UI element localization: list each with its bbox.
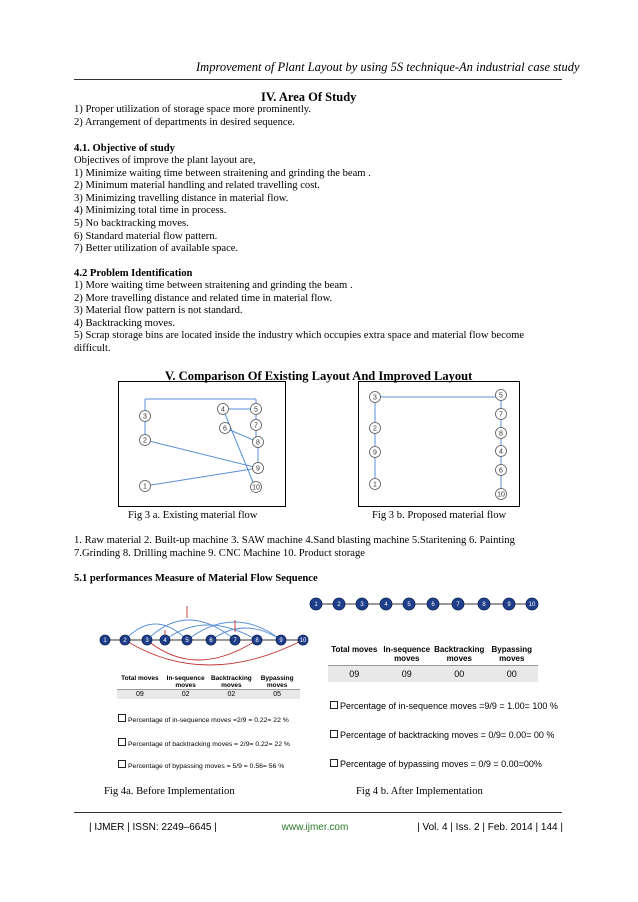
table-header-cell: Total moves bbox=[331, 645, 378, 654]
fig-4b-table bbox=[328, 645, 538, 682]
flow-node-label: 4 bbox=[499, 448, 503, 456]
flow-node-label: 5 bbox=[499, 392, 503, 400]
table-row bbox=[117, 690, 300, 699]
flow-node-label: 2 bbox=[143, 437, 147, 445]
flow-node-label: 8 bbox=[482, 602, 486, 609]
flow-node-label: 3 bbox=[145, 638, 149, 645]
table-header-cell: Backtracking moves bbox=[434, 645, 485, 663]
table-cell: 00 bbox=[506, 669, 517, 679]
flow-node-label: 8 bbox=[256, 439, 260, 447]
flow-node-label: 2 bbox=[123, 638, 127, 645]
fig-3b-caption: Fig 3 b. Proposed material flow bbox=[372, 510, 507, 521]
legend-line: 1. Raw material 2. Built-up machine 3. SAW machine 4.Sand blasting machine 5.Staritening 6. Painting bbox=[74, 535, 515, 546]
table-header-cell: In-sequence moves bbox=[383, 645, 431, 663]
text-line: 2) Arrangement of departments in desired sequence. bbox=[74, 116, 295, 128]
checkbox-bullet-icon bbox=[330, 759, 338, 767]
fig-4b-note: Percentage of in-sequence moves =9/9 = 1.00= 100 % bbox=[330, 701, 558, 711]
checkbox-bullet-icon bbox=[330, 701, 338, 709]
subsection-4-2-title: 4.2 Problem Identification bbox=[74, 268, 193, 279]
flow-node-label: 2 bbox=[337, 602, 341, 609]
flow-node-label: 6 bbox=[223, 425, 227, 433]
objectives-list bbox=[74, 155, 371, 256]
flow-node-label: 7 bbox=[233, 638, 237, 645]
flow-node-label: 9 bbox=[507, 602, 511, 609]
table-cell: 02 bbox=[227, 691, 236, 698]
section-4-title: IV. Area Of Study bbox=[261, 90, 357, 104]
machine-legend bbox=[74, 535, 515, 560]
table-header-cell: Bypassing moves bbox=[260, 675, 294, 689]
fig-4a-note: Percentage of backtracking moves = 2/9= 0.22= 22 % bbox=[118, 738, 290, 748]
table-header-cell: Total moves bbox=[121, 675, 159, 682]
table-cell: 09 bbox=[349, 669, 360, 679]
list-item: 1) More waiting time between straitening and grinding the beam . bbox=[74, 280, 353, 291]
flow-node-label: 3 bbox=[360, 602, 364, 609]
fig-4b-note: Percentage of backtracking moves = 0/9= 0.00= 00 % bbox=[330, 730, 554, 740]
list-item: difficult. bbox=[74, 342, 111, 354]
flow-node-label: 6 bbox=[209, 638, 213, 645]
flow-node-label: 5 bbox=[254, 406, 258, 414]
table-header-row bbox=[328, 645, 538, 666]
table-cell: 02 bbox=[181, 691, 190, 698]
section-4-body bbox=[74, 104, 311, 129]
flow-node-label: 5 bbox=[407, 602, 411, 609]
flow-node-label: 10 bbox=[528, 602, 536, 609]
flow-node-label: 7 bbox=[254, 422, 258, 430]
table-header-cell: Bypassing moves bbox=[491, 645, 532, 663]
fig-4a-note: Percentage of in-sequence moves =2/9 = 0.22= 22 % bbox=[118, 714, 289, 724]
list-item: 2) Minimum material handling and related travelling cost. bbox=[74, 180, 320, 192]
flow-node-label: 3 bbox=[143, 413, 147, 421]
flow-node-label: 9 bbox=[256, 465, 260, 473]
text-line: 1) Proper utilization of storage space more prominently. bbox=[74, 104, 312, 115]
subsection-5-1-title: 5.1 performances Measure of Material Flow Sequence bbox=[74, 573, 318, 584]
footer-volume: | Vol. 4 | Iss. 2 | Feb. 2014 | 144 | bbox=[417, 822, 563, 833]
checkbox-bullet-icon bbox=[118, 760, 126, 768]
flow-node-label: 3 bbox=[373, 394, 377, 402]
table-cell: 05 bbox=[273, 691, 282, 698]
flow-node-label: 8 bbox=[499, 430, 503, 438]
fig-4b-note: Percentage of bypassing moves = 0/9 = 0.00=00% bbox=[330, 759, 542, 769]
flow-node-label: 9 bbox=[279, 638, 283, 645]
table-cell: 00 bbox=[454, 669, 465, 679]
legend-line: 7.Grinding 8. Drilling machine 9. CNC Machine 10. Product storage bbox=[74, 547, 365, 559]
list-item: 4) Backtracking moves. bbox=[74, 317, 175, 329]
checkbox-bullet-icon bbox=[330, 730, 338, 738]
list-item: 2) More travelling distance and related time in material flow. bbox=[74, 292, 333, 304]
list-item: 1) Minimize waiting time between straitening and grinding the beam . bbox=[74, 167, 371, 179]
flow-node-label: 2 bbox=[373, 425, 377, 433]
flow-node-label: 10 bbox=[299, 638, 307, 645]
fig-4b-caption: Fig 4 b. After Implementation bbox=[356, 786, 483, 797]
table-cell: 09 bbox=[401, 669, 412, 679]
running-title: Improvement of Plant Layout by using 5S technique-An industrial case study bbox=[196, 60, 580, 74]
list-item: 7) Better utilization of available space. bbox=[74, 243, 239, 255]
flow-node-label: 9 bbox=[373, 449, 377, 457]
footer bbox=[89, 822, 569, 833]
checkbox-bullet-icon bbox=[118, 714, 126, 722]
text-line: Objectives of improve the plant layout are, bbox=[74, 155, 256, 166]
fig-3b-proposed-flow bbox=[358, 381, 520, 507]
table-cell: 09 bbox=[135, 691, 144, 698]
fig-3a-existing-flow bbox=[118, 381, 286, 507]
flow-node-label: 5 bbox=[185, 638, 189, 645]
table-row bbox=[328, 666, 538, 682]
list-item: 5) Scrap storage bins are located inside the industry which occupies extra space and material flow become bbox=[74, 330, 525, 342]
flow-node-label: 4 bbox=[384, 602, 388, 609]
footer-rule bbox=[74, 812, 562, 813]
fig-4a-caption: Fig 4a. Before Implementation bbox=[104, 786, 235, 797]
flow-node-label: 1 bbox=[373, 481, 377, 489]
list-item: 4) Minimizing total time in process. bbox=[74, 205, 227, 217]
flow-node-label: 6 bbox=[431, 602, 435, 609]
flow-node-label: 4 bbox=[163, 638, 167, 645]
table-header-row bbox=[117, 675, 300, 690]
flow-node-label: 1 bbox=[314, 602, 318, 609]
flow-node-label: 10 bbox=[497, 491, 505, 499]
list-item: 3) Minimizing travelling distance in material flow. bbox=[74, 192, 289, 204]
list-item: 6) Standard material flow pattern. bbox=[74, 230, 218, 242]
table-header-cell: Backtracking moves bbox=[210, 675, 252, 689]
flow-node-label: 6 bbox=[499, 467, 503, 475]
flow-node-label: 7 bbox=[456, 602, 460, 609]
section-5-title: V. Comparison Of Existing Layout And Improved Layout bbox=[165, 369, 473, 383]
flow-node-label: 10 bbox=[252, 484, 260, 492]
flow-node-label: 1 bbox=[143, 483, 147, 491]
list-item: 3) Material flow pattern is not standard. bbox=[74, 305, 243, 317]
fig-4a-table bbox=[117, 675, 300, 699]
fig-3a-caption: Fig 3 a. Existing material flow bbox=[128, 510, 258, 521]
checkbox-bullet-icon bbox=[118, 738, 126, 746]
subsection-4-1-title: 4.1. Objective of study bbox=[74, 143, 175, 154]
header-rule bbox=[74, 79, 562, 80]
flow-node-label: 1 bbox=[103, 638, 107, 645]
flow-node-label: 7 bbox=[499, 411, 503, 419]
footer-journal: | IJMER | ISSN: 2249–6645 | bbox=[89, 822, 217, 833]
fig-4a-note: Percentage of bypassing moves = 5/9 = 0.56= 56 % bbox=[118, 760, 284, 770]
footer-website-link[interactable]: www.ijmer.com bbox=[281, 822, 349, 833]
table-header-cell: In-sequence moves bbox=[166, 675, 205, 689]
flow-node-label: 4 bbox=[221, 406, 225, 414]
list-item: 5) No backtracking moves. bbox=[74, 217, 189, 229]
problems-list bbox=[74, 280, 524, 356]
flow-node-label: 8 bbox=[255, 638, 259, 645]
fig-4b-sequence-diagram bbox=[308, 593, 542, 615]
